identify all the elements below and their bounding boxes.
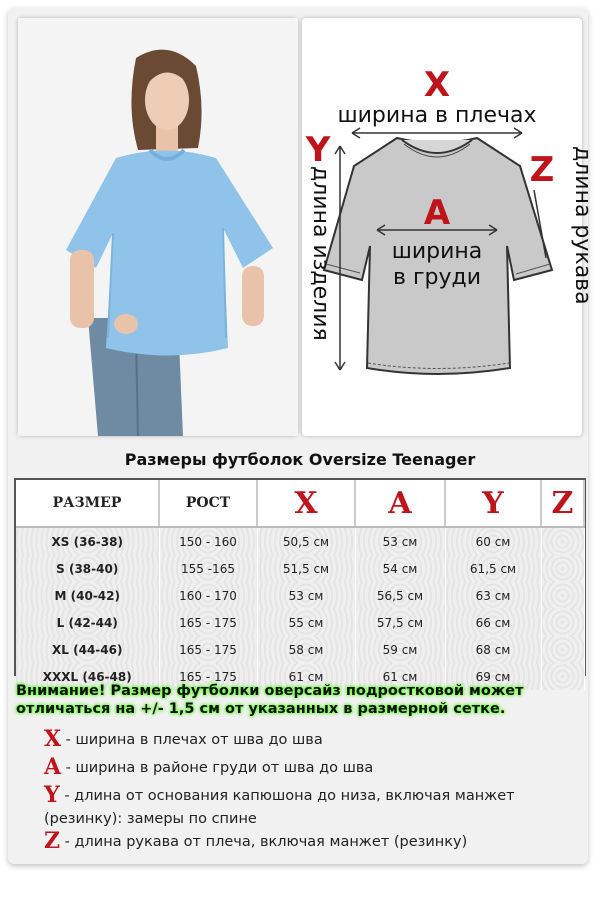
cell-y: 63 см [445, 582, 541, 609]
table-header-row [16, 480, 584, 527]
cell-a: 54 см [355, 555, 445, 582]
header-size: РАЗМЕР [16, 480, 159, 527]
legend-y-text-2: (резинку): замеры по спине [44, 811, 257, 827]
table-row [16, 582, 584, 609]
cell-a: 56,5 см [355, 582, 445, 609]
cell-x: 55 см [257, 609, 355, 636]
diagram-z-label: длина рукава [570, 146, 595, 305]
cell-size: XL (44-46) [16, 636, 159, 663]
diagram-a-letter: A [423, 193, 451, 233]
cell-height: 165 - 175 [159, 609, 257, 636]
cell-a: 59 см [355, 636, 445, 663]
table-row [16, 555, 584, 582]
legend-x [44, 728, 564, 752]
cell-x: 58 см [257, 636, 355, 663]
table-row [16, 636, 584, 663]
legend-a [44, 756, 564, 780]
cell-size: XXXL (46-48) [16, 663, 159, 690]
cell-x: 53 см [257, 582, 355, 609]
cell-y: 69 см [445, 663, 541, 690]
table-row [16, 527, 584, 555]
cell-a: 57,5 см [355, 609, 445, 636]
diagram-x-letter: X [423, 65, 451, 105]
table-row [16, 609, 584, 636]
legend-x-text: - ширина в плечах от шва до шва [61, 732, 323, 748]
model-photo-illustration [18, 18, 298, 436]
cell-z [541, 609, 584, 636]
cell-height: 155 -165 [159, 555, 257, 582]
diagram-x-label: ширина в плечах [337, 103, 537, 128]
cell-y: 66 см [445, 609, 541, 636]
tshirt-diagram [302, 18, 595, 436]
diagram-z-letter: Z [529, 150, 555, 190]
legend-z-letter: Z [44, 828, 61, 854]
cell-z [541, 636, 584, 663]
cell-size: L (42-44) [16, 609, 159, 636]
legend-y [44, 784, 564, 831]
warning-line-2: отличаться на +/- 1,5 см от указанных в размерной сетке. [16, 701, 506, 717]
cell-x: 61 см [257, 663, 355, 690]
legend-y-letter: Y [44, 782, 60, 808]
cell-x: 50,5 см [257, 527, 355, 555]
table-title: Размеры футболок Oversize Teenager [124, 450, 476, 469]
header-y: Y [445, 480, 541, 527]
size-warning [16, 682, 586, 718]
diagram-y-label: длина изделия [308, 166, 333, 341]
cell-y: 60 см [445, 527, 541, 555]
cell-size: M (40-42) [16, 582, 159, 609]
legend-a-letter: A [44, 754, 62, 780]
header-x: X [257, 480, 355, 527]
legend-a-text: - ширина в районе груди от шва до шва [61, 760, 374, 776]
header-z: Z [541, 480, 584, 527]
cell-height: 150 - 160 [159, 527, 257, 555]
cell-z [541, 527, 584, 555]
cell-y: 61,5 см [445, 555, 541, 582]
cell-a: 53 см [355, 527, 445, 555]
cell-size: XS (36-38) [16, 527, 159, 555]
legend-x-letter: X [44, 726, 62, 752]
legend-z [44, 830, 564, 854]
header-height: РОСТ [159, 480, 257, 527]
cell-z [541, 582, 584, 609]
cell-z [541, 555, 584, 582]
cell-y: 68 см [445, 636, 541, 663]
cell-height: 165 - 175 [159, 663, 257, 690]
cell-height: 160 - 170 [159, 582, 257, 609]
measurement-diagram [302, 18, 595, 436]
cell-a: 61 см [355, 663, 445, 690]
legend-y-text-1: - длина от основания капюшона до низа, включая манжет [59, 788, 515, 804]
diagram-y-letter: Y [305, 130, 331, 170]
warning-line-1: Внимание! Размер футболки оверсайз подростковой может [16, 683, 524, 699]
cell-height: 165 - 175 [159, 636, 257, 663]
product-photo [18, 18, 298, 436]
legend-z-text: - длина рукава от плеча, включая манжет (резинку) [60, 834, 468, 850]
cell-x: 51,5 см [257, 555, 355, 582]
size-table [14, 478, 586, 684]
diagram-a-label-2: в груди [392, 265, 482, 290]
cell-size: S (38-40) [16, 555, 159, 582]
header-a: A [355, 480, 445, 527]
diagram-a-label-1: ширина [391, 239, 483, 264]
